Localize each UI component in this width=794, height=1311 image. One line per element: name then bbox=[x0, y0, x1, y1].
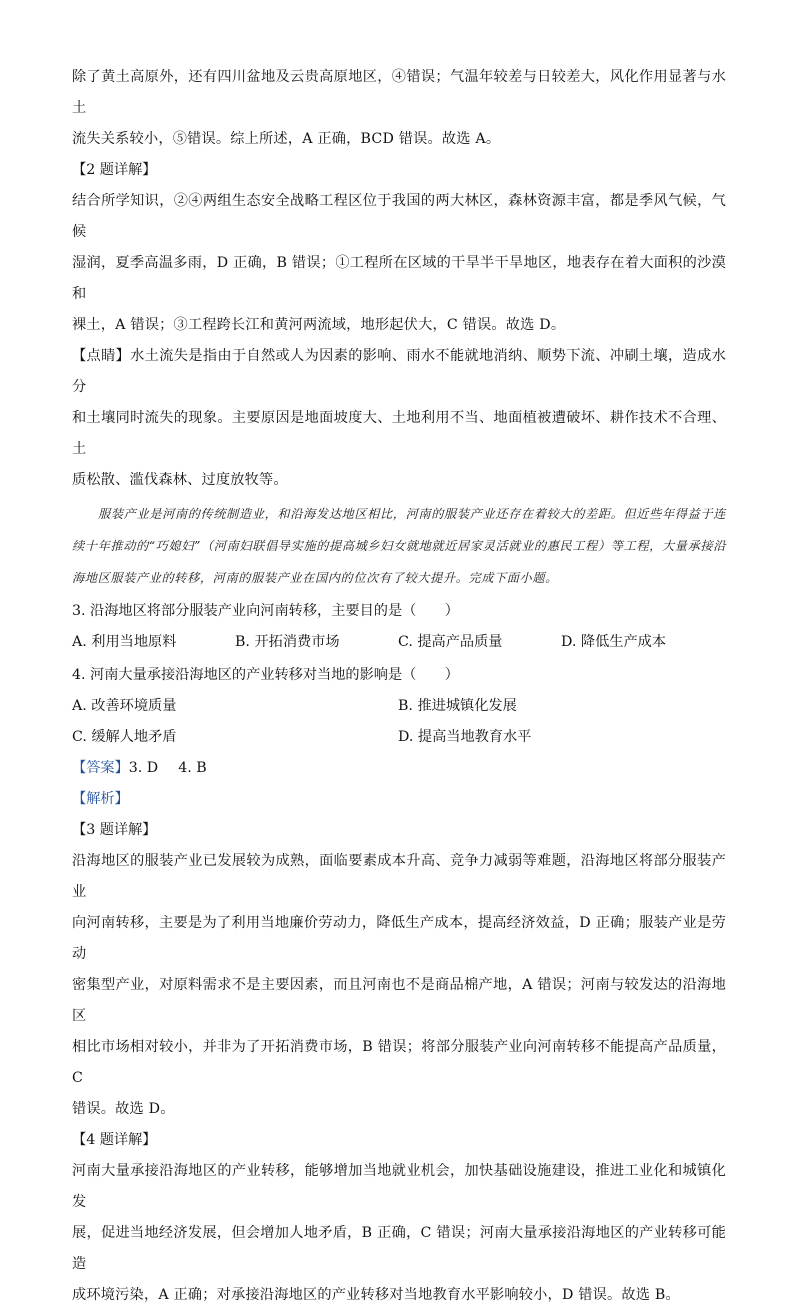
reading-passage: 服装产业是河南的传统制造业，和沿海发达地区相比，河南的服装产业还存在着较大的差距。但近些年得益于连续十年推动的“巧媳妇”（河南妇联倡导实施的提高城乡妇女就地就近居家灵活就业的惠民工程）等工程，大量承接沿海地区服装产业的转移，河南的服装产业在国内的位次有了较大提升。完成下面小题。 bbox=[72, 507, 726, 585]
text-line: 除了黄土高原外，还有四川盆地及云贵高原地区，④错误；气温年较差与日较差大，风化作用显著与水土 bbox=[72, 69, 726, 116]
text-line: 结合所学知识，②④两组生态安全战略工程区位于我国的两大林区，森林资源丰富，都是季风气候，气候 bbox=[72, 193, 726, 240]
text-line: 沿海地区的服装产业已发展较为成熟，面临要素成本升高、竞争力减弱等难题，沿海地区将部分服装产业 bbox=[72, 853, 726, 900]
dianjing-paragraph bbox=[72, 341, 726, 496]
answer-q3: 3. D bbox=[128, 760, 159, 776]
option-a: A. 利用当地原料 bbox=[72, 634, 177, 650]
question-4-options bbox=[72, 691, 726, 753]
text-line: 相比市场相对较小，并非为了开拓消费市场，B 错误；将部分服装产业向河南转移不能提高产品质量，C bbox=[72, 1039, 726, 1086]
text-line: 质松散、滥伐森林、过度放牧等。 bbox=[72, 472, 288, 488]
text-line: 湿润，夏季高温多雨，D 正确，B 错误；①工程所在区域的干旱半干旱地区，地表存在着大面积的沙漠和 bbox=[72, 255, 726, 302]
q4-detail-paragraph bbox=[72, 1156, 726, 1311]
text-line: 河南大量承接沿海地区的产业转移，能够增加当地就业机会，加快基础设施建设，推进工业化和城镇化发 bbox=[72, 1163, 726, 1210]
question-3-stem: 3. 沿海地区将部分服装产业向河南转移，主要目的是（ ） bbox=[72, 603, 459, 619]
q4-detail-heading: 【4 题详解】 bbox=[72, 1132, 157, 1148]
question-3-options bbox=[72, 627, 726, 658]
option-a: A. 改善环境质量 bbox=[72, 698, 177, 714]
answer-line bbox=[72, 753, 726, 784]
text-line: 裸土，A 错误；③工程跨长江和黄河两流域，地形起伏大，C 错误。故选 D。 bbox=[72, 317, 566, 333]
option-d: D. 提高当地教育水平 bbox=[398, 729, 532, 745]
option-b: B. 开拓消费市场 bbox=[235, 634, 340, 650]
option-c: C. 缓解人地矛盾 bbox=[72, 729, 177, 745]
text-line: 错误。故选 D。 bbox=[72, 1101, 175, 1117]
q2-detail-heading: 【2 题详解】 bbox=[72, 162, 157, 178]
answer-label: 【答案】 bbox=[72, 760, 129, 776]
q2-detail-paragraph bbox=[72, 186, 726, 341]
text-line: 成环境污染，A 正确；对承接沿海地区的产业转移对当地教育水平影响较小，D 错误。故选 B。 bbox=[72, 1287, 680, 1303]
q3-detail-heading: 【3 题详解】 bbox=[72, 822, 157, 838]
document-page bbox=[72, 62, 726, 1311]
text-line: 流失关系较小，⑤错误。综上所述，A 正确，BCD 错误。故选 A。 bbox=[72, 131, 501, 147]
text-line: 【点睛】水土流失是指由于自然或人为因素的影响、雨水不能就地消纳、顺势下流、冲刷土壤，造成水分 bbox=[72, 348, 726, 395]
option-b: B. 推进城镇化发展 bbox=[398, 698, 517, 714]
text-line: 密集型产业，对原料需求不是主要因素，而且河南也不是商品棉产地，A 错误；河南与较发达的沿海地区 bbox=[72, 977, 726, 1024]
question-4-stem: 4. 河南大量承接沿海地区的产业转移对当地的影响是（ ） bbox=[72, 667, 459, 683]
text-line: 展，促进当地经济发展，但会增加人地矛盾，B 正确，C 错误；河南大量承接沿海地区的产业转移可能造 bbox=[72, 1225, 726, 1272]
option-c: C. 提高产品质量 bbox=[398, 634, 503, 650]
intro-paragraph bbox=[72, 62, 726, 155]
text-line: 和土壤同时流失的现象。主要原因是地面坡度大、土地利用不当、地面植被遭破坏、耕作技术不合理、土 bbox=[72, 410, 726, 457]
answer-q4: 4. B bbox=[178, 760, 207, 776]
analysis-label: 【解析】 bbox=[72, 791, 129, 807]
q3-detail-paragraph bbox=[72, 846, 726, 1125]
text-line: 向河南转移，主要是为了利用当地廉价劳动力，降低生产成本，提高经济效益，D 正确；服装产业是劳动 bbox=[72, 915, 726, 962]
option-d: D. 降低生产成本 bbox=[561, 634, 667, 650]
